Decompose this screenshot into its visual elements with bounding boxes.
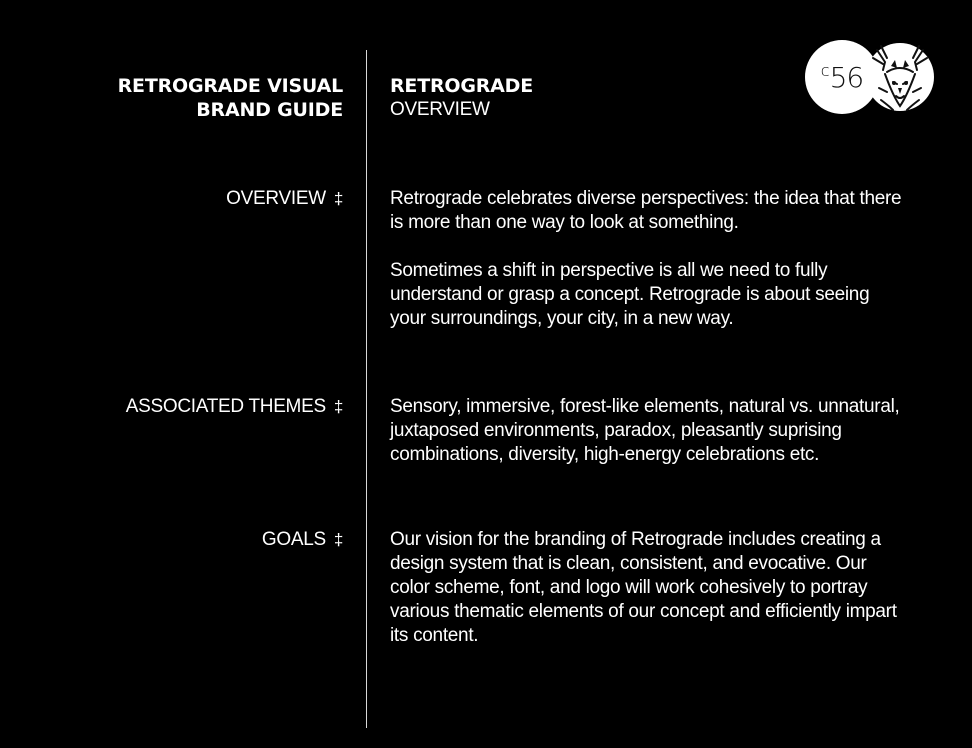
overview-paragraph-1: Retrograde celebrates diverse perspectives: the idea that there is more than one way to look at something. bbox=[390, 188, 902, 233]
brand-logo bbox=[805, 36, 937, 118]
section-label-goals bbox=[262, 528, 343, 552]
page-subtitle: OVERVIEW bbox=[390, 99, 490, 120]
page-heading bbox=[390, 74, 533, 122]
guide-title-line1: RETROGRADE VISUAL bbox=[117, 75, 343, 97]
badge-prefix: c bbox=[820, 60, 829, 80]
section-label-text: ASSOCIATED THEMES bbox=[125, 396, 326, 417]
vertical-divider bbox=[366, 50, 367, 728]
dagger-marker: ‡ bbox=[333, 530, 343, 549]
dagger-marker: ‡ bbox=[333, 189, 343, 208]
overview-paragraph-2: Sometimes a shift in perspective is all we need to fully understand or grasp a concept. Retrograde is about seeing your surroundings, your city, in a new way. bbox=[390, 260, 870, 329]
section-body-associated-themes bbox=[390, 395, 910, 467]
guide-title bbox=[118, 74, 343, 122]
dagger-marker: ‡ bbox=[333, 397, 343, 416]
guide-title-line2: BRAND GUIDE bbox=[196, 99, 343, 121]
themes-paragraph: Sensory, immersive, forest-like elements, natural vs. unnatural, juxtaposed environments, paradox, pleasantly suprising combinations, diversity, high-energy celebrations etc. bbox=[390, 396, 900, 465]
page-title: RETROGRADE bbox=[390, 75, 534, 97]
section-label-overview bbox=[226, 187, 343, 211]
badge-number: 56 bbox=[829, 60, 864, 94]
section-body-goals bbox=[390, 528, 910, 648]
section-label-text: GOALS bbox=[261, 529, 326, 550]
section-label-text: OVERVIEW bbox=[226, 188, 326, 209]
goals-paragraph: Our vision for the branding of Retrograde includes creating a design system that is clean, consistent, and evocative. Our color scheme, font, and logo will work cohesively to portray various thematic elements of our concept and efficiently impart its content. bbox=[390, 529, 897, 646]
section-label-associated-themes bbox=[126, 395, 343, 419]
stag-head-illustration-icon bbox=[863, 36, 937, 118]
section-body-overview bbox=[390, 187, 910, 331]
